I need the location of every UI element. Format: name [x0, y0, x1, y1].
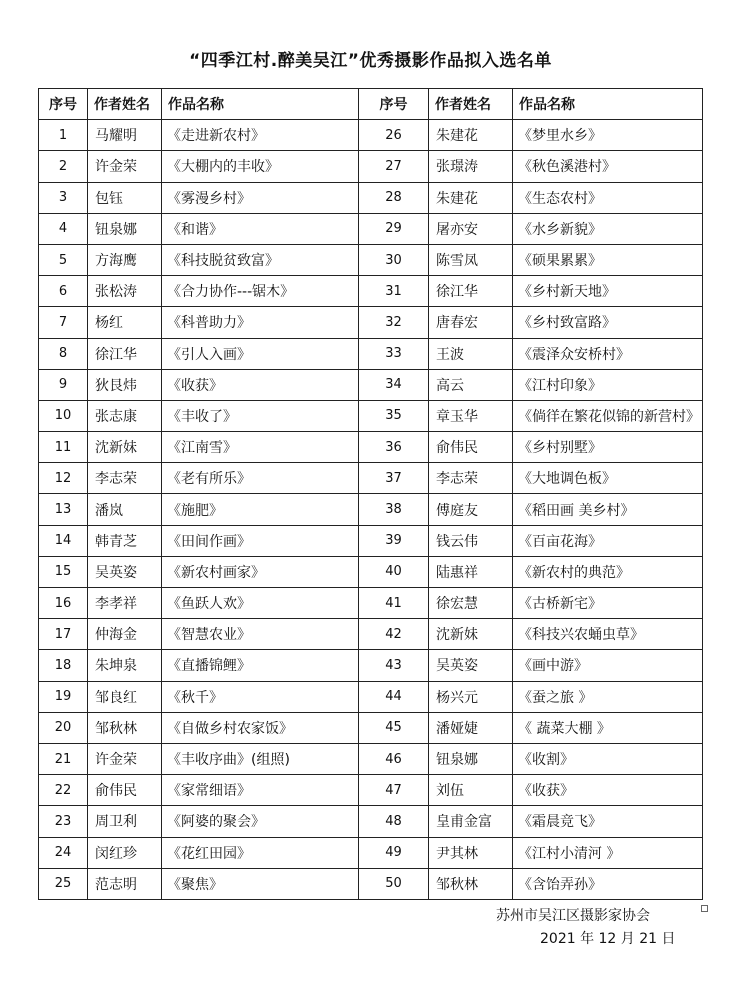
selection-list-table	[38, 88, 703, 900]
work-title: 《老有所乐》	[162, 463, 359, 494]
author-name: 徐江华	[429, 276, 513, 307]
work-title: 《百亩花海》	[513, 525, 703, 556]
author-name: 傅庭友	[429, 494, 513, 525]
author-name: 朱建花	[429, 120, 513, 151]
table-row	[39, 588, 703, 619]
table-row	[39, 494, 703, 525]
table-row	[39, 120, 703, 151]
work-title: 《乡村新天地》	[513, 276, 703, 307]
header-number: 序号	[359, 89, 429, 120]
table-row	[39, 619, 703, 650]
row-number: 25	[39, 868, 88, 899]
author-name: 钱云伟	[429, 525, 513, 556]
table-row	[39, 837, 703, 868]
row-number: 32	[359, 307, 429, 338]
author-name: 张志康	[88, 400, 162, 431]
row-number: 50	[359, 868, 429, 899]
row-number: 35	[359, 400, 429, 431]
work-title: 《引人入画》	[162, 338, 359, 369]
table-row	[39, 307, 703, 338]
work-title: 《秋千》	[162, 681, 359, 712]
work-title: 《科技脱贫致富》	[162, 244, 359, 275]
author-name: 尹其林	[429, 837, 513, 868]
row-number: 8	[39, 338, 88, 369]
author-name: 范志明	[88, 868, 162, 899]
row-number: 23	[39, 806, 88, 837]
author-name: 许金荣	[88, 151, 162, 182]
work-title: 《古桥新宅》	[513, 588, 703, 619]
author-name: 许金荣	[88, 743, 162, 774]
work-title: 《水乡新貌》	[513, 213, 703, 244]
header-work: 作品名称	[513, 89, 703, 120]
work-title: 《鱼跃人欢》	[162, 588, 359, 619]
row-number: 13	[39, 494, 88, 525]
table-row	[39, 182, 703, 213]
work-title: 《科普助力》	[162, 307, 359, 338]
row-number: 28	[359, 182, 429, 213]
work-title: 《蚕之旅 》	[513, 681, 703, 712]
table-row	[39, 276, 703, 307]
row-number: 45	[359, 712, 429, 743]
header-author: 作者姓名	[429, 89, 513, 120]
author-name: 朱坤泉	[88, 650, 162, 681]
row-number: 5	[39, 244, 88, 275]
row-number: 1	[39, 120, 88, 151]
work-title: 《和谐》	[162, 213, 359, 244]
author-name: 包钰	[88, 182, 162, 213]
row-number: 29	[359, 213, 429, 244]
author-name: 徐江华	[88, 338, 162, 369]
row-number: 49	[359, 837, 429, 868]
row-number: 9	[39, 369, 88, 400]
table-row	[39, 681, 703, 712]
row-number: 2	[39, 151, 88, 182]
row-number: 42	[359, 619, 429, 650]
row-number: 47	[359, 775, 429, 806]
work-title: 《江南雪》	[162, 432, 359, 463]
table-header-row	[39, 89, 703, 120]
row-number: 16	[39, 588, 88, 619]
table-body	[39, 120, 703, 900]
table-row	[39, 369, 703, 400]
work-title: 《走进新农村》	[162, 120, 359, 151]
author-name: 李志荣	[88, 463, 162, 494]
author-name: 徐宏慧	[429, 588, 513, 619]
author-name: 皇甫金富	[429, 806, 513, 837]
table-row	[39, 525, 703, 556]
row-number: 4	[39, 213, 88, 244]
row-number: 20	[39, 712, 88, 743]
work-title: 《自做乡村农家饭》	[162, 712, 359, 743]
work-title: 《科技兴农蛹虫草》	[513, 619, 703, 650]
author-name: 杨红	[88, 307, 162, 338]
author-name: 陈雪凤	[429, 244, 513, 275]
table-row	[39, 712, 703, 743]
table-row	[39, 775, 703, 806]
work-title: 《江村印象》	[513, 369, 703, 400]
row-number: 43	[359, 650, 429, 681]
work-title: 《乡村别墅》	[513, 432, 703, 463]
author-name: 沈新妹	[429, 619, 513, 650]
row-number: 14	[39, 525, 88, 556]
row-number: 24	[39, 837, 88, 868]
author-name: 屠亦安	[429, 213, 513, 244]
row-number: 34	[359, 369, 429, 400]
author-name: 王波	[429, 338, 513, 369]
author-name: 邹秋林	[88, 712, 162, 743]
row-number: 15	[39, 556, 88, 587]
work-title: 《合力协作---锯木》	[162, 276, 359, 307]
table-row	[39, 151, 703, 182]
work-title: 《秋色溪港村》	[513, 151, 703, 182]
table-row	[39, 463, 703, 494]
header-work: 作品名称	[162, 89, 359, 120]
work-title: 《倘徉在繁花似锦的新营村》	[513, 400, 703, 431]
row-number: 36	[359, 432, 429, 463]
author-name: 李孝祥	[88, 588, 162, 619]
row-number: 40	[359, 556, 429, 587]
author-name: 潘娅婕	[429, 712, 513, 743]
author-name: 高云	[429, 369, 513, 400]
author-name: 张松涛	[88, 276, 162, 307]
table-row	[39, 338, 703, 369]
row-number: 44	[359, 681, 429, 712]
work-title: 《震泽众安桥村》	[513, 338, 703, 369]
work-title: 《雾漫乡村》	[162, 182, 359, 213]
work-title: 《 蔬菜大棚 》	[513, 712, 703, 743]
work-title: 《大棚内的丰收》	[162, 151, 359, 182]
row-number: 19	[39, 681, 88, 712]
work-title: 《施肥》	[162, 494, 359, 525]
author-name: 朱建花	[429, 182, 513, 213]
corner-marker	[701, 905, 708, 912]
author-name: 闵红珍	[88, 837, 162, 868]
table-row	[39, 400, 703, 431]
author-name: 杨兴元	[429, 681, 513, 712]
author-name: 陆惠祥	[429, 556, 513, 587]
author-name: 方海鹰	[88, 244, 162, 275]
table-row	[39, 650, 703, 681]
work-title: 《丰收了》	[162, 400, 359, 431]
work-title: 《聚焦》	[162, 868, 359, 899]
work-title: 《阿婆的聚会》	[162, 806, 359, 837]
author-name: 吴英姿	[88, 556, 162, 587]
row-number: 38	[359, 494, 429, 525]
author-name: 沈新妹	[88, 432, 162, 463]
work-title: 《新农村画家》	[162, 556, 359, 587]
table-row	[39, 244, 703, 275]
work-title: 《生态农村》	[513, 182, 703, 213]
work-title: 《画中游》	[513, 650, 703, 681]
row-number: 33	[359, 338, 429, 369]
work-title: 《霜晨竞飞》	[513, 806, 703, 837]
row-number: 37	[359, 463, 429, 494]
row-number: 12	[39, 463, 88, 494]
row-number: 46	[359, 743, 429, 774]
table-row	[39, 806, 703, 837]
row-number: 22	[39, 775, 88, 806]
work-title: 《大地调色板》	[513, 463, 703, 494]
author-name: 钮泉娜	[88, 213, 162, 244]
author-name: 李志荣	[429, 463, 513, 494]
row-number: 6	[39, 276, 88, 307]
row-number: 7	[39, 307, 88, 338]
work-title: 《田间作画》	[162, 525, 359, 556]
author-name: 吴英姿	[429, 650, 513, 681]
author-name: 俞伟民	[88, 775, 162, 806]
work-title: 《含饴弄孙》	[513, 868, 703, 899]
row-number: 3	[39, 182, 88, 213]
author-name: 邹秋林	[429, 868, 513, 899]
row-number: 39	[359, 525, 429, 556]
author-name: 马耀明	[88, 120, 162, 151]
row-number: 41	[359, 588, 429, 619]
table-row	[39, 743, 703, 774]
row-number: 27	[359, 151, 429, 182]
author-name: 周卫利	[88, 806, 162, 837]
table-row	[39, 556, 703, 587]
work-title: 《丰收序曲》(组照)	[162, 743, 359, 774]
author-name: 邹良红	[88, 681, 162, 712]
author-name: 潘岚	[88, 494, 162, 525]
work-title: 《智慧农业》	[162, 619, 359, 650]
table-row	[39, 868, 703, 899]
table-row	[39, 432, 703, 463]
footer-organization: 苏州市吴江区摄影家协会	[496, 908, 650, 924]
row-number: 48	[359, 806, 429, 837]
row-number: 18	[39, 650, 88, 681]
work-title: 《家常细语》	[162, 775, 359, 806]
work-title: 《江村小清河 》	[513, 837, 703, 868]
table-row	[39, 213, 703, 244]
work-title: 《收获》	[162, 369, 359, 400]
work-title: 《稻田画 美乡村》	[513, 494, 703, 525]
header-number: 序号	[39, 89, 88, 120]
footer-date: 2021 年 12 月 21 日	[540, 931, 676, 947]
author-name: 章玉华	[429, 400, 513, 431]
work-title: 《新农村的典范》	[513, 556, 703, 587]
author-name: 唐春宏	[429, 307, 513, 338]
work-title: 《乡村致富路》	[513, 307, 703, 338]
row-number: 31	[359, 276, 429, 307]
author-name: 狄艮炜	[88, 369, 162, 400]
author-name: 俞伟民	[429, 432, 513, 463]
author-name: 张璟涛	[429, 151, 513, 182]
row-number: 10	[39, 400, 88, 431]
author-name: 韩青芝	[88, 525, 162, 556]
work-title: 《收获》	[513, 775, 703, 806]
row-number: 11	[39, 432, 88, 463]
row-number: 21	[39, 743, 88, 774]
row-number: 17	[39, 619, 88, 650]
row-number: 30	[359, 244, 429, 275]
work-title: 《直播锦鲤》	[162, 650, 359, 681]
work-title: 《梦里水乡》	[513, 120, 703, 151]
row-number: 26	[359, 120, 429, 151]
document-title: “四季江村.醉美吴江”优秀摄影作品拟入选名单	[189, 51, 552, 71]
header-author: 作者姓名	[88, 89, 162, 120]
work-title: 《硕果累累》	[513, 244, 703, 275]
author-name: 刘伍	[429, 775, 513, 806]
author-name: 钮泉娜	[429, 743, 513, 774]
author-name: 仲海金	[88, 619, 162, 650]
work-title: 《收割》	[513, 743, 703, 774]
work-title: 《花红田园》	[162, 837, 359, 868]
